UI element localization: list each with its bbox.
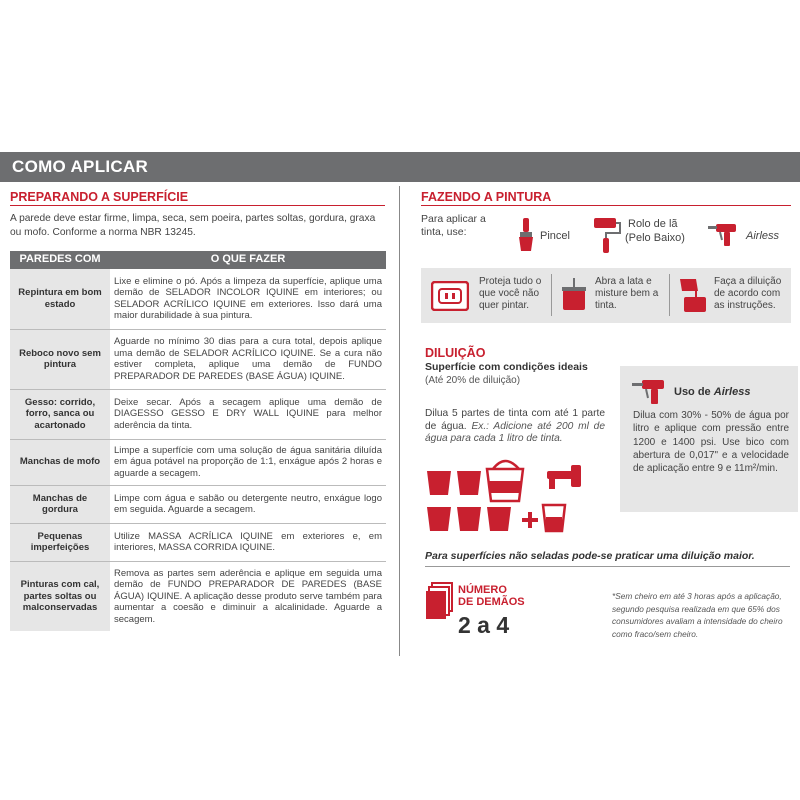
bucket-icon — [487, 461, 523, 501]
row-action: Deixe secar. Após a secagem aplique uma demão de DIAGESSO GESSO E DRY WALL IQUINE para melhor aderência da tinta. — [110, 389, 386, 439]
step-separator — [669, 274, 670, 316]
row-condition: Pequenas imperfeições — [10, 523, 110, 561]
roller-sublabel: (Pelo Baixo) — [625, 232, 685, 244]
row-condition: Repintura em bom estado — [10, 269, 110, 329]
painting-section-title: FAZENDO A PINTURA — [421, 190, 552, 204]
table-header-condition: PAREDES COM — [10, 251, 110, 269]
coats-label-line2: DE DEMÃOS — [458, 596, 525, 608]
roller-icon — [592, 216, 622, 254]
airless-title-prefix: Uso de — [674, 386, 711, 398]
row-condition: Manchas de mofo — [10, 439, 110, 485]
prep-title-underline — [10, 205, 385, 206]
table-row — [10, 389, 386, 439]
paper-stack-icon — [426, 582, 454, 622]
prep-intro: A parede deve estar firme, limpa, seca, sem poeira, partes soltas, gordura, graxa ou mofo. Conforme a norma NBR 13245. — [10, 213, 376, 238]
airless-label: Airless — [746, 230, 780, 242]
coats-label — [458, 584, 525, 608]
tool-airless — [708, 220, 793, 252]
step-separator — [551, 274, 552, 316]
dilution-note: (Até 20% de diluição) — [425, 375, 521, 386]
table-row — [10, 523, 386, 561]
dilution-instruction: Dilua 5 partes de tinta com até 1 parte de água. — [425, 408, 605, 432]
row-action: Utilize MASSA ACRÍLICA IQUINE em exteriores e, em interiores, MASSA CORRIDA IQUINE. — [110, 523, 386, 561]
row-action: Limpe com água e sabão ou detergente neutro, enxágue logo em seguida. Aguarde a secagem. — [110, 485, 386, 523]
painting-title-underline — [421, 205, 791, 206]
tool-brush — [515, 218, 585, 254]
airless-box-title — [674, 386, 750, 398]
step-dilute: Faça a diluição de acordo com as instruções. — [714, 276, 782, 311]
dilution-diagram — [425, 455, 605, 545]
step-protect: Proteja tudo o que você não quer pintar. — [479, 276, 542, 311]
paint-can-icon — [559, 278, 589, 312]
unsealed-separator — [425, 566, 790, 567]
spray-gun-icon — [708, 220, 742, 248]
row-action: Remova as partes sem aderência e aplique em seguida uma demão de FUNDO PREPARADOR DE PAREDES (BASE ÁGUA) IQUINE. A aplicação desse produto serve também para aumentar a coesão e diminuir a alcalinidade. Aguarde a secagem. — [114, 567, 382, 625]
table-row — [10, 269, 386, 329]
airless-box-text: Dilua com 30% - 50% de água por litro e aplique com pressão entre 1200 e 1400 psi. Use bico com abertura de 0,017" e a velocidade de aplicação entre 9 e 11m²/min. — [633, 410, 789, 475]
row-condition: Manchas de gordura — [10, 485, 110, 523]
dilution-title: DILUIÇÃO — [425, 346, 486, 360]
table-row — [10, 485, 386, 523]
spray-gun-icon — [632, 376, 670, 406]
row-condition: Pinturas com cal, partes soltas ou malconservadas — [10, 561, 110, 631]
roller-label: Rolo de lã — [628, 218, 678, 230]
steps-box — [421, 268, 791, 323]
dilution-subtitle: Superfície com condições ideais — [425, 361, 588, 373]
table-row — [10, 439, 386, 485]
apply-label: Para aplicar a tinta, use: — [421, 213, 486, 238]
surface-table — [10, 251, 386, 631]
row-action: Limpe a superfície com uma solução de água sanitária diluída em água potável na proporção de 1:1, enxágue após 2 horas e aguarde a secagem. — [110, 439, 386, 485]
tool-roller — [592, 216, 692, 256]
prep-section-title: PREPARANDO A SUPERFÍCIE — [10, 190, 189, 204]
column-divider — [399, 186, 400, 656]
step-mix: Abra a lata e misture bem a tinta. — [595, 276, 659, 311]
brush-icon — [515, 218, 537, 252]
row-action: Lixe e elimine o pó. Após a limpeza da superfície, aplique uma demão de SELADOR INCOLOR IQUINE em interiores; ou SELADOR ACRÍLICO IQUINE em exteriores. Isso dará uma maior durabilidade à sua pintura. — [110, 269, 386, 329]
page-title: COMO APLICAR — [12, 157, 149, 176]
coats-value: 2 a 4 — [458, 612, 510, 638]
table-row — [10, 329, 386, 389]
faucet-icon — [547, 465, 581, 489]
dilution-text — [425, 408, 605, 446]
coats-label-line1: NÚMERO — [458, 584, 507, 596]
row-condition: Reboco novo sem pintura — [10, 329, 110, 389]
footnote: *Sem cheiro em até 3 horas após a aplicação, segundo pesquisa realizada em que 65% dos consumidores avaliam a intensidade do cheiro como fraco/sem cheiro. — [612, 591, 783, 639]
header-bar — [0, 152, 800, 182]
row-condition: Gesso: corrido, forro, sanca ou acartonado — [10, 389, 110, 439]
table-row — [10, 561, 386, 631]
brush-label: Pincel — [540, 230, 570, 242]
outlet-tape-icon — [431, 281, 469, 311]
water-cup-icon — [543, 505, 565, 531]
pouring-icon — [676, 275, 708, 313]
plus-icon — [522, 512, 538, 528]
table-header-action: O QUE FAZER — [110, 251, 386, 269]
dilution-example: Ex.: Adicione até 200 ml de água para cada 1 litro de tinta. — [425, 420, 605, 444]
airless-box — [620, 366, 798, 512]
airless-title-italic: Airless — [713, 386, 751, 398]
row-action: Aguarde no mínimo 30 dias para a cura total, depois aplique uma demão de SELADOR ACRÍLICO IQUINE. Se a cura não estiver completa, aplique uma demão de FUNDO PREPARADOR DE PAREDES (BASE ÁGUA) IQUINE. — [110, 329, 386, 389]
unsealed-note: Para superfícies não seladas pode-se praticar uma diluição maior. — [425, 550, 755, 562]
